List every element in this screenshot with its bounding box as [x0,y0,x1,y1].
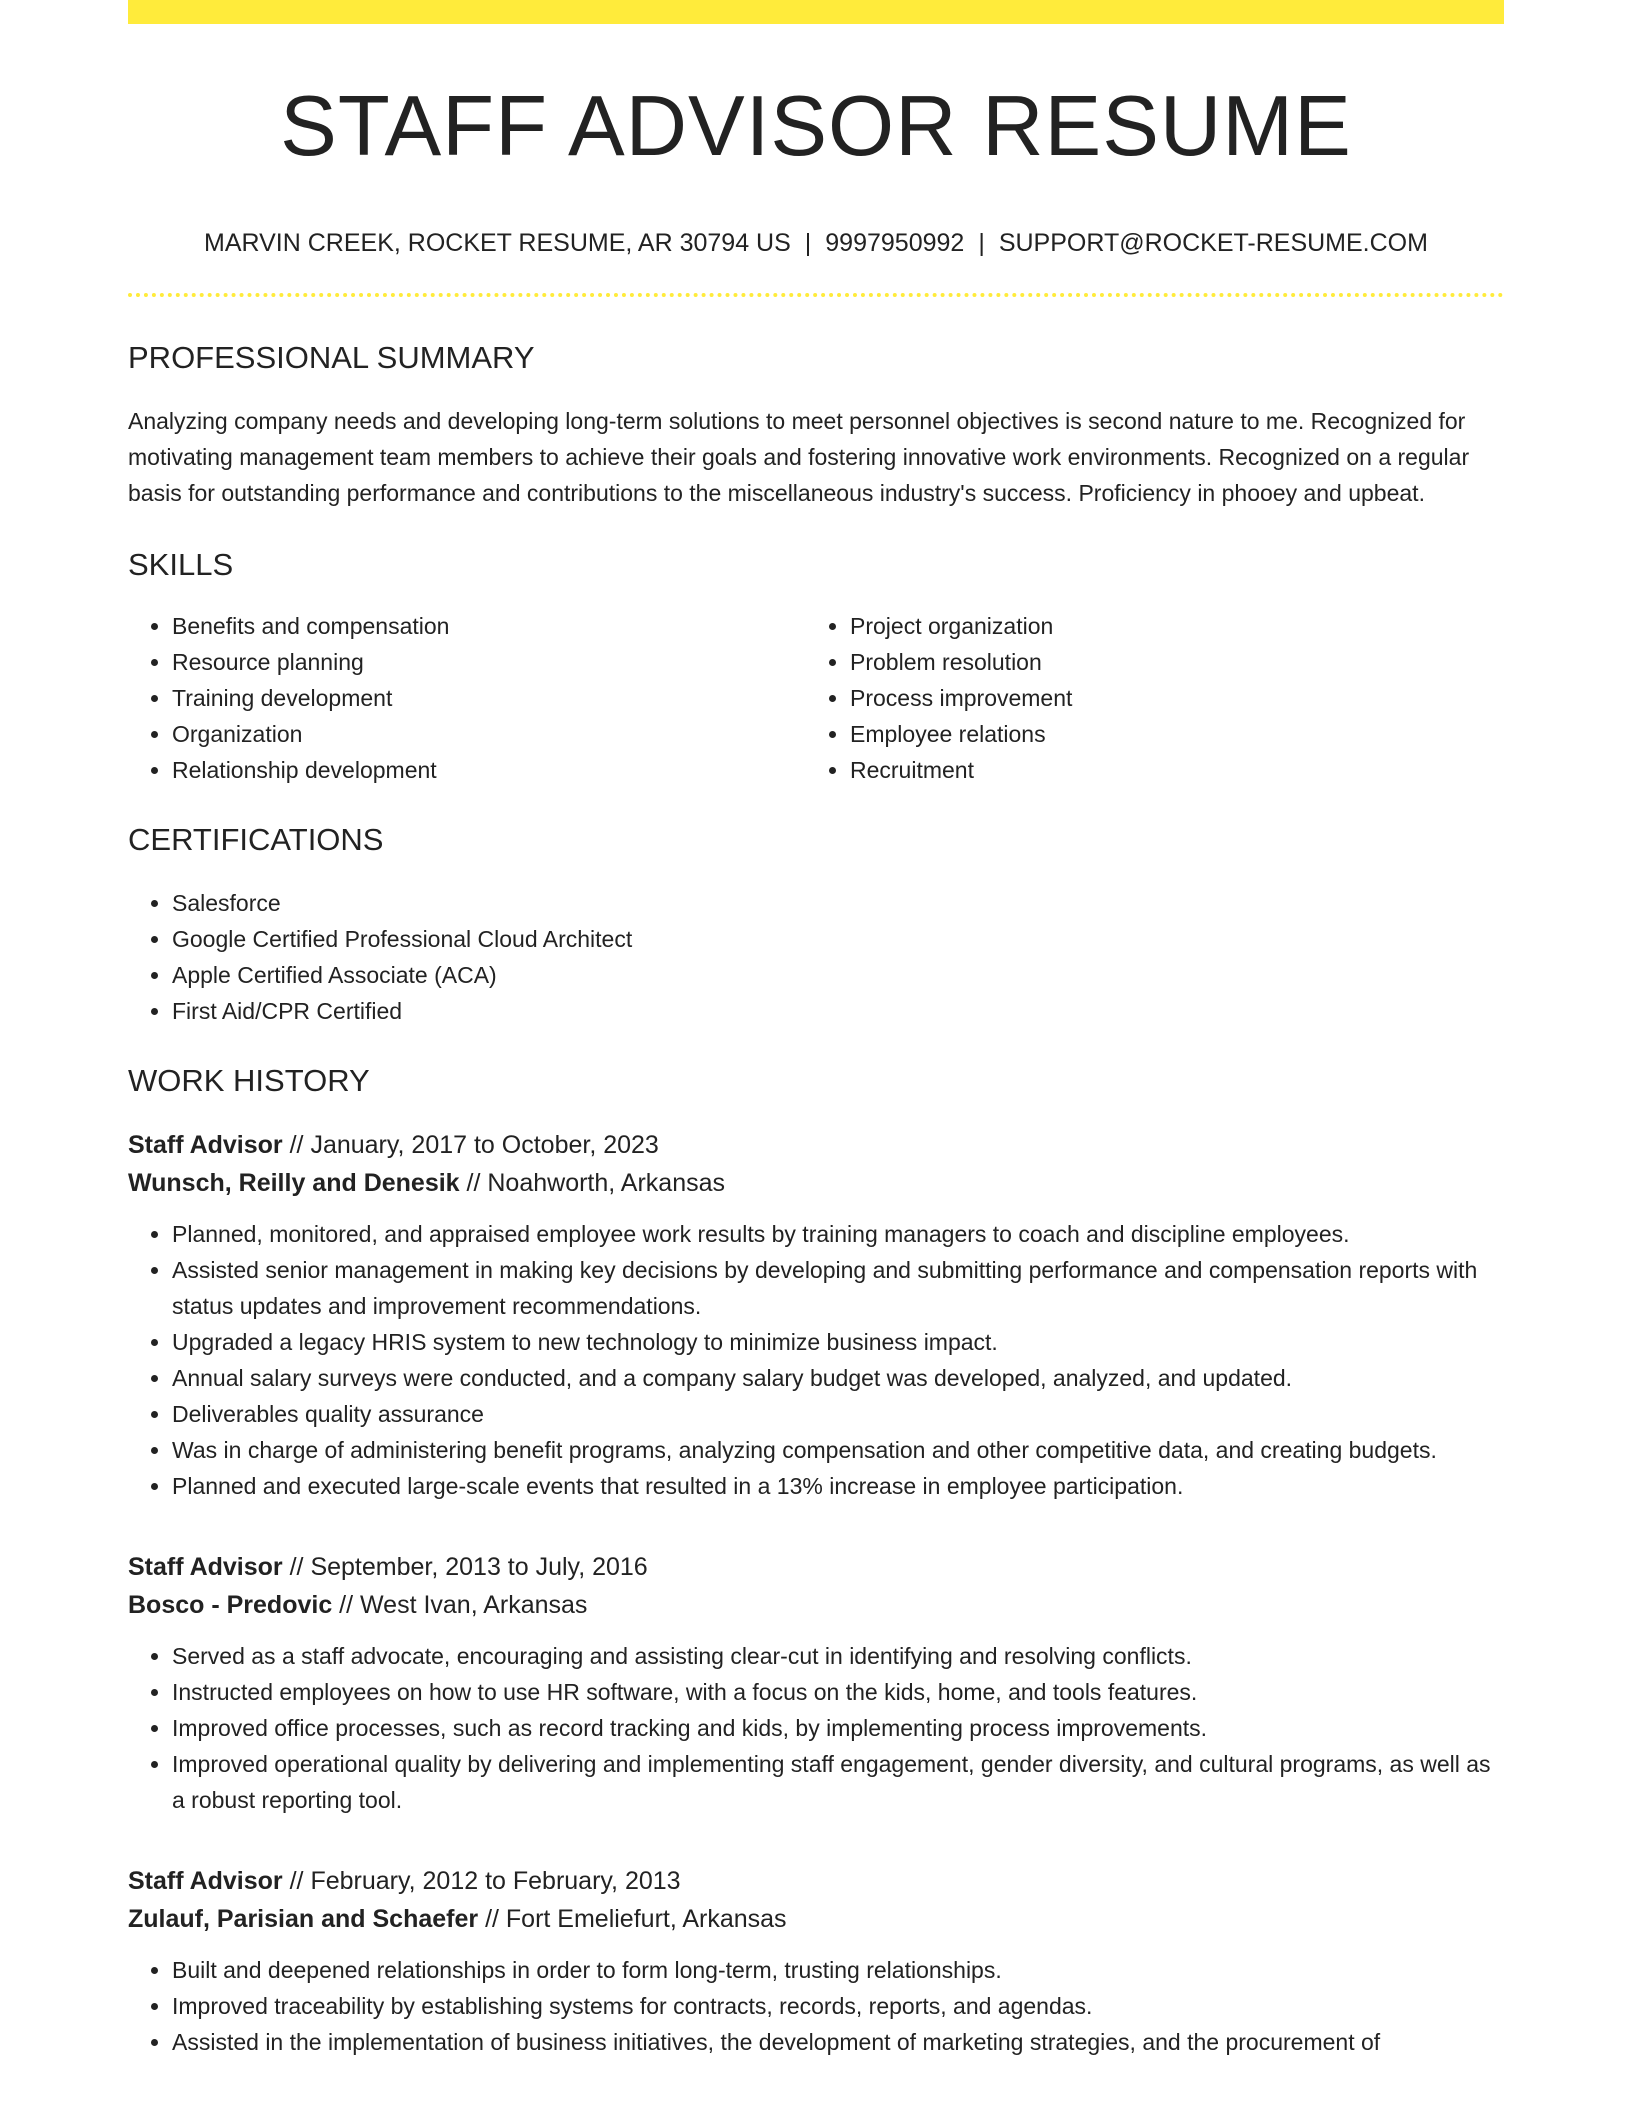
job-bullet: • Planned and executed large-scale events that resulted in a 13% increase in employee participation. [172,1468,1504,1504]
job-bullet: • Deliverables quality assurance [172,1396,1504,1432]
job-bullet: • Assisted in the implementation of business initiatives, the development of marketing strategies, and the procurement of [172,2024,1504,2060]
job-dates: // September, 2013 to July, 2016 [282,1553,648,1581]
job-company-line [128,1586,1504,1624]
resume-title: STAFF ADVISOR RESUME [280,79,1352,174]
job-bullet: • Assisted senior management in making key decisions by developing and submitting performance and compensation reports with status updates and improvement recommendations. [172,1252,1504,1324]
skill-item: • Benefits and compensation [172,608,806,644]
job-bullet-list [128,1638,1504,1818]
certification-item: • Apple Certified Associate (ACA) [172,957,1504,993]
job-bullet: • Built and deepened relationships in order to form long-term, trusting relationships. [172,1952,1504,1988]
job-bullet: • Improved traceability by establishing systems for contracts, records, reports, and agendas. [172,1988,1504,2024]
job-bullet: • Upgraded a legacy HRIS system to new technology to minimize business impact. [172,1324,1504,1360]
job-bullet: • Improved operational quality by delivering and implementing staff engagement, gender diversity, and cultural programs, as well as a robust reporting tool. [172,1746,1504,1818]
job-company-line [128,1900,1504,1938]
section-title-summary: PROFESSIONAL SUMMARY [128,340,535,375]
job-bullet-list [128,1952,1504,2060]
work-history-section [128,1065,1504,2060]
certification-item: • Salesforce [172,885,1504,921]
job-entry [128,1862,1504,2060]
job-title-line [128,1126,1504,1164]
skills-section [128,549,1504,788]
skill-item: • Organization [172,716,806,752]
job-location: // West Ivan, Arkansas [332,1591,588,1619]
job-location: // Fort Emeliefurt, Arkansas [478,1905,787,1933]
job-location: // Noahworth, Arkansas [459,1169,725,1197]
contact-email: SUPPORT@ROCKET-RESUME.COM [998,229,1428,257]
contact-line [128,231,1504,256]
job-role: Staff Advisor [128,1131,283,1159]
job-bullet: • Was in charge of administering benefit programs, analyzing compensation and other competitive data, and creating budgets. [172,1432,1504,1468]
contact-address: MARVIN CREEK, ROCKET RESUME, AR 30794 US [204,229,791,257]
job-company: Bosco - Predovic [128,1591,333,1619]
job-bullet: • Annual salary surveys were conducted, and a company salary budget was developed, analyzed, and updated. [172,1360,1504,1396]
skill-item: • Employee relations [850,716,1484,752]
certification-item: • First Aid/CPR Certified [172,993,1504,1029]
contact-separator: | [804,229,812,257]
job-bullet: • Planned, monitored, and appraised employee work results by training managers to coach and discipline employees. [172,1216,1504,1252]
skills-list-right [806,608,1484,788]
skill-item: • Recruitment [850,752,1484,788]
contact-separator: | [978,229,985,257]
certification-item: • Google Certified Professional Cloud Architect [172,921,1504,957]
job-bullet: • Improved office processes, such as record tracking and kids, by implementing process improvements. [172,1710,1504,1746]
job-company: Wunsch, Reilly and Denesik [128,1169,460,1197]
job-company: Zulauf, Parisian and Schaefer [128,1905,479,1933]
job-bullet: • Instructed employees on how to use HR software, with a focus on the kids, home, and tools features. [172,1674,1504,1710]
top-accent-bar [128,0,1504,24]
job-title-line [128,1862,1504,1900]
section-title-certifications: CERTIFICATIONS [128,822,384,857]
skill-item: • Relationship development [172,752,806,788]
section-title-skills: SKILLS [128,547,234,582]
resume-page [128,0,1504,2060]
job-title-line [128,1548,1504,1586]
skill-item: • Project organization [850,608,1484,644]
job-role: Staff Advisor [128,1553,283,1581]
professional-summary-section [128,342,1504,511]
skills-column-left [128,608,806,788]
job-bullet-list [128,1216,1504,1504]
section-title-work-history: WORK HISTORY [128,1063,370,1098]
skills-list-left [128,608,806,788]
skill-item: • Training development [172,680,806,716]
skills-grid [128,608,1504,788]
job-dates: // January, 2017 to October, 2023 [282,1131,659,1159]
header-divider [128,293,1504,297]
job-role: Staff Advisor [128,1867,283,1895]
contact-phone: 9997950992 [825,229,965,257]
job-dates: // February, 2012 to February, 2013 [282,1867,681,1895]
job-entry [128,1548,1504,1818]
job-entry [128,1126,1504,1504]
skill-item: • Problem resolution [850,644,1484,680]
skills-column-right [806,608,1484,788]
summary-text: Analyzing company needs and developing long-term solutions to meet personnel objectives is second nature to me. Recognized for motivating management team members to achieve their goals and fostering innovative work environments. Recognized on a regular basis for outstanding performance and contributions to the miscellaneous industry's success. Proficiency in phooey and upbeat. [128,408,1470,506]
skill-item: • Resource planning [172,644,806,680]
certifications-section [128,824,1504,1029]
job-bullet: • Served as a staff advocate, encouraging and assisting clear-cut in identifying and resolving conflicts. [172,1638,1504,1674]
skill-item: • Process improvement [850,680,1484,716]
job-company-line [128,1164,1504,1202]
certifications-list [128,885,1504,1029]
